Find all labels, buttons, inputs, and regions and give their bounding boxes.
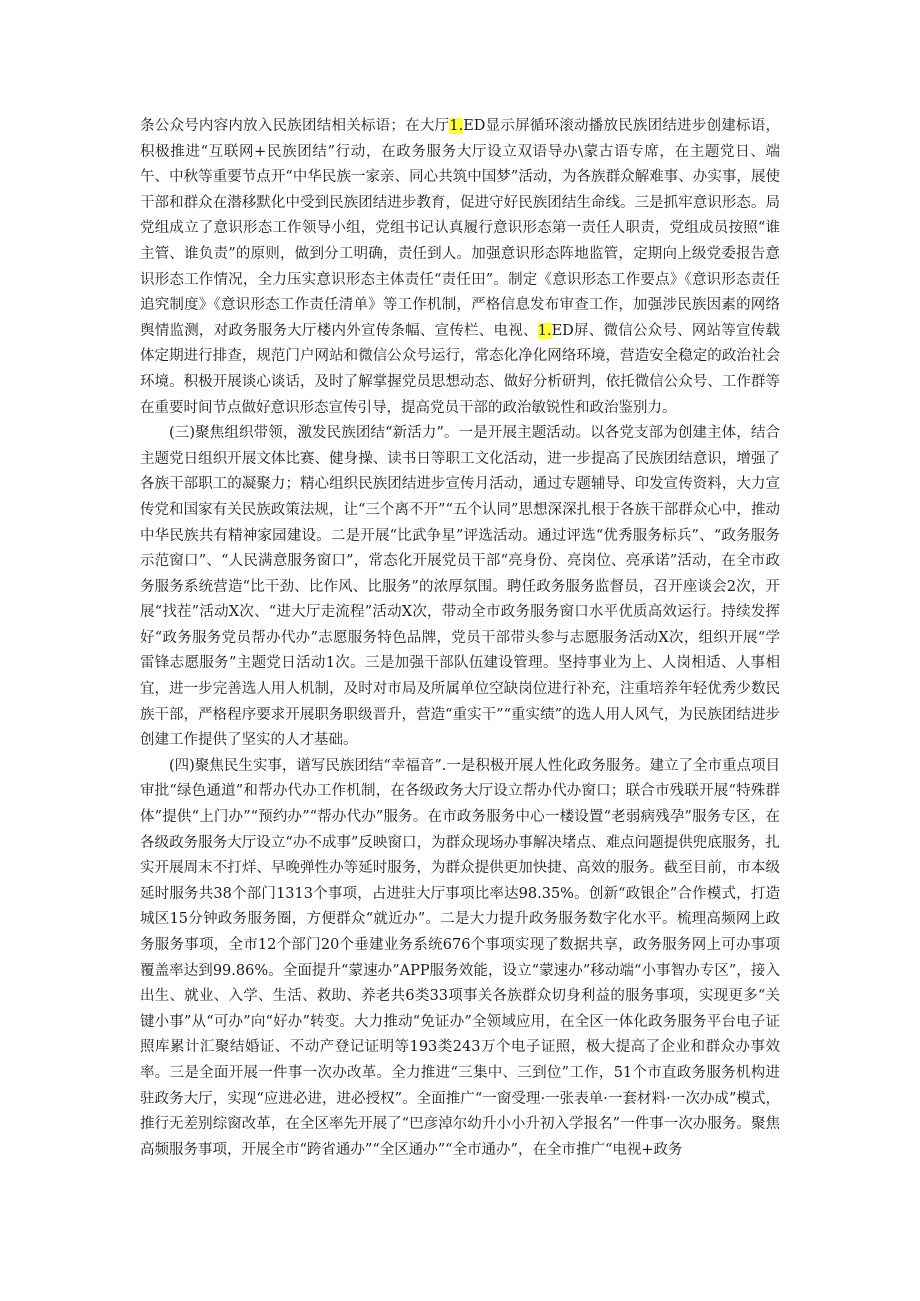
paragraph-text: ED屏、微信公众号、网站等宣传载体定期进行排查，规范门户网站和微信公众号运行，常态化净化网络环境，营造安全稳定的政治社会环境。积极开展谈心谈话，及时了解掌握党员思想动态、做好分析研判，依托微信公众号、工作群等在重要时间节点做好意识形态宣传引导，提高党员干部的政治敏锐性和政治鉴别力。 — [140, 322, 780, 416]
paragraph-livelihood — [140, 754, 780, 1164]
paragraph-text: (三)聚焦组织带领，激发民族团结“新活力”。一是开展主题活动。以各党支部为创建主体，结合主题党日组织开展文体比赛、健身操、读书日等职工文化活动，进一步提高了民族团结意识，增强了各族干部职工的凝聚力；精心组织民族团结进步宣传月活动，通过专题辅导、印发宣传资料，大力宣传党和国家有关民族政策法规，让“三个离不开”“五个认同”思想深深扎根于各族干部群众心中，推动中华民族共有精神家园建设。二是开展“比武争星”评选活动。通过评选“优秀服务标兵”、“政务服务示范窗口”、“人民满意服务窗口”，常态化开展党员干部“亮身份、亮岗位、亮承诺”活动，在全市政务服务系统营造“比干劲、比作风、比服务”的浓厚氛围。聘任政务服务监督员，召开座谈会2次，开展“找茬”活动X次、“进大厅走流程”活动X次，带动全市政务服务窗口水平优质高效运行。持续发挥好“政务服务党员帮办代办”志愿服务特色品牌，党员干部带头参与志愿服务活动X次，组织开展“学雷锋志愿服务”主题党日活动1次。三是加强干部队伍建设管理。坚持事业为上、人岗相适、人事相宜，进一步完善选人用人机制，及时对市局及所属单位空缺岗位进行补充，注重培养年轻优秀少数民族干部，严格程序要求开展职务职级晋升，营造“重实干”“重实绩”的选人用人风气，为民族团结进步创建工作提供了坚实的人才基础。 — [140, 425, 780, 749]
paragraph-text: ED显示屏循环滚动播放民族团结进步创建标语，积极推进“互联网+民族团结”行动，在政务服务大厅设立双语导办\蒙古语专席，在主题党日、端午、中秋等重要节点开“中华民族一家亲、同心共筑中国梦”活动，为各族群众解难事、办实事，展使干部和群众在潜移默化中受到民族团结进步教育，促进守好民族团结生命线。三是抓牢意识形态。局党组成立了意识形态工作领导小组，党组书记认真履行意识形态第一责任人职责，党组成员按照“谁主管、谁负责”的原则，做到分工明确，责任到人。加强意识形态阵地监管，定期向上级党委报告意识形态工作情况，全力压实意识形态主体责任“责任田”。制定《意识形态工作要点》《意识形态责任追究制度》《意识形态工作责任清单》等工作机制，严格信息发布审查工作，加强涉民族因素的网络舆情监测，对政务服务大厅楼内外宣传条幅、宣传栏、电视、 — [140, 118, 780, 339]
paragraph-text: 条公众号内容内放入民族团结相关标语；在大厅 — [140, 118, 450, 134]
highlighted-text: 1. — [449, 118, 464, 134]
paragraph-text: (四)聚焦民生实事，谱写民族团结“幸福音”.一是积极开展人性化政务服务。建立了全市重点项目审批“绿色通道”和帮办代办工作机制，在各级政务大厅设立帮办代办窗口；联合市残联开展“特殊群体”提供“上门办”“预约办”“帮办代办”服务。在市政务服务中心一楼设置“老弱病残孕”服务专区，在各级政务服务大厅设立“办不成事”反映窗口，为群众现场办事解决堵点、难点问题提供兜底服务，扎实开展周末不打烊、早晚弹性办等延时服务，为群众提供更加快捷、高效的服务。截至目前，市本级延时服务共38个部门1313个事项，占进驻大厅事项比率达98.35%。创新“政银企”合作模式，打造城区15分钟政务服务圈，方便群众“就近办”。二是大力提升政务服务数字化水平。梳理高频网上政务服务事项，全市12个部门20个垂建业务系统676个事项实现了数据共享，政务服务网上可办事项覆盖率达到99.86%。全面提升“蒙速办”APP服务效能，设立“蒙速办”移动端“小事智办专区”，接入出生、就业、入学、生活、救助、养老共6类33项事关各族群众切身利益的服务事项，实现更多“关键小事”从“可办”向“好办”转变。大力推动“免证办”全领域应用，在全区一体化政务服务平台电子证照库累计汇聚结婚证、不动产登记证明等193类243万个电子证照，极大提高了企业和群众办事效率。三是全面开展一件事一次办改革。全力推进“三集中、三到位”工作，51个市直政务服务机构进驻政务大厅，实现“应进必进，进必授权”。全面推广“一窗受理·一张表单·一套材料·一次办成”模式，推行无差别综窗改革，在全区率先开展了“巴彦淖尔幼升小小升初入学报名”一件事一次办服务。聚焦高频服务事项，开展全市“跨省通办”“全区通办”“全市通办”，在全市推广“电视+政务 — [140, 757, 780, 1158]
paragraph-ideology — [140, 114, 780, 421]
highlighted-text: 1. — [537, 322, 552, 339]
document-page — [140, 114, 780, 1163]
paragraph-organization — [140, 421, 780, 754]
